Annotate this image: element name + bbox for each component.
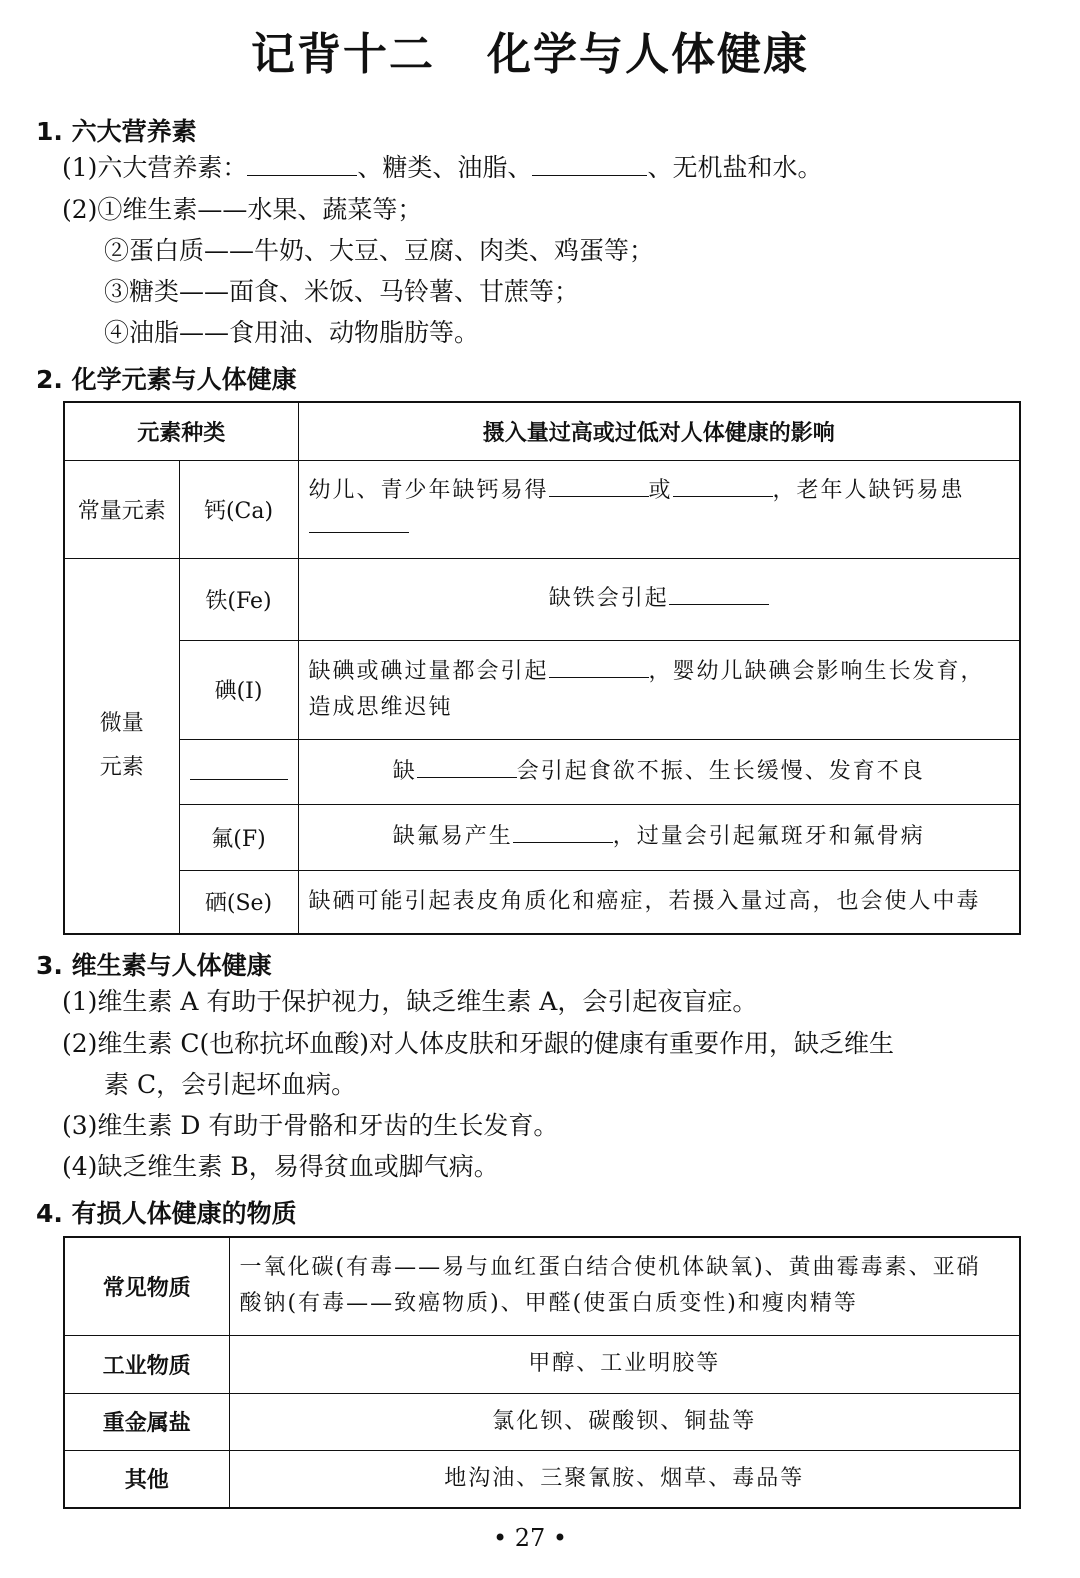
s1-line2: (2)①维生素——水果、蔬菜等； xyxy=(62,195,423,224)
section4-heading: 4. 有损人体健康的物质 xyxy=(36,1199,297,1228)
s3-line1: (1)维生素 A 有助于保护视力，缺乏维生素 A，会引起夜盲症。 xyxy=(62,987,758,1016)
s3-line2: (2)维生素 C(也称抗坏血酸)对人体皮肤和牙龈的健康有重要作用，缺乏维生 xyxy=(62,1029,894,1058)
s1-line1: (1)六大营养素： 、糖类、油脂、 、无机盐和水。 xyxy=(62,153,823,182)
s1-line5: ④油脂——食用油、动物脂肪等。 xyxy=(104,318,480,347)
blank xyxy=(247,153,357,176)
s1-line3: ②蛋白质——牛奶、大豆、豆腐、肉类、鸡蛋等； xyxy=(104,236,655,265)
section2-heading: 2. 化学元素与人体健康 xyxy=(36,365,297,394)
header-element-type: 元素种类 xyxy=(64,402,298,460)
section3-heading: 3. 维生素与人体健康 xyxy=(36,951,272,980)
element-i: 碘(I) xyxy=(179,640,298,739)
element-f: 氟(F) xyxy=(179,804,298,870)
row-text: 地沟油、三聚氰胺、烟草、毒品等 xyxy=(229,1450,1020,1508)
zn-effect: 缺 会引起食欲不振、生长缓慢、发育不良 xyxy=(298,739,1020,804)
s3-line4: (4)缺乏维生素 B，易得贫血或脚气病。 xyxy=(62,1152,499,1181)
fe-effect: 缺铁会引起 xyxy=(298,558,1020,640)
element-fe: 铁(Fe) xyxy=(179,558,298,640)
row-label: 其他 xyxy=(64,1450,229,1508)
s1-line4: ③糖类——面食、米饭、马铃薯、甘蔗等； xyxy=(104,277,580,306)
element-ca: 钙(Ca) xyxy=(179,460,298,558)
element-blank xyxy=(179,739,298,804)
section1-heading: 1. 六大营养素 xyxy=(36,117,197,146)
row-text: 一氧化碳(有毒——易与血红蛋白结合使机体缺氧)、黄曲霉毒素、亚硝 酸钠(有毒——致癌物质)、甲醛(使蛋白质变性)和瘦肉精等 xyxy=(229,1237,1020,1335)
header-effect: 摄入量过高或过低对人体健康的影响 xyxy=(298,402,1020,460)
row-label: 重金属盐 xyxy=(64,1393,229,1450)
blank xyxy=(532,153,647,176)
title-part1: 记背十二 xyxy=(251,29,435,80)
s3-line3: (3)维生素 D 有助于骨骼和牙齿的生长发育。 xyxy=(62,1111,559,1140)
title-part2: 化学与人体健康 xyxy=(487,29,809,80)
row-text: 氯化钡、碳酸钡、铜盐等 xyxy=(229,1393,1020,1450)
s3-line2b: 素 C，会引起坏血病。 xyxy=(104,1070,357,1099)
elements-table xyxy=(63,401,1021,935)
trace-element-label: 微量 元素 xyxy=(64,558,179,934)
row-label: 常见物质 xyxy=(64,1237,229,1335)
row-label: 工业物质 xyxy=(64,1335,229,1393)
ca-effect: 幼儿、青少年缺钙易得 或 ，老年人缺钙易患 xyxy=(298,460,1020,558)
f-effect: 缺氟易产生 ，过量会引起氟斑牙和氟骨病 xyxy=(298,804,1020,870)
harmful-substances-table xyxy=(63,1236,1021,1509)
common-element-label: 常量元素 xyxy=(64,460,179,558)
row-text: 甲醇、工业明胶等 xyxy=(229,1335,1020,1393)
page-number: • 27 • xyxy=(492,1524,568,1552)
i-effect: 缺碘或碘过量都会引起 ，婴幼儿缺碘会影响生长发育， 造成思维迟钝 xyxy=(298,640,1020,739)
page-title xyxy=(0,18,1060,82)
element-se: 硒(Se) xyxy=(179,870,298,934)
se-effect: 缺硒可能引起表皮角质化和癌症，若摄入量过高，也会使人中毒 xyxy=(298,870,1020,934)
